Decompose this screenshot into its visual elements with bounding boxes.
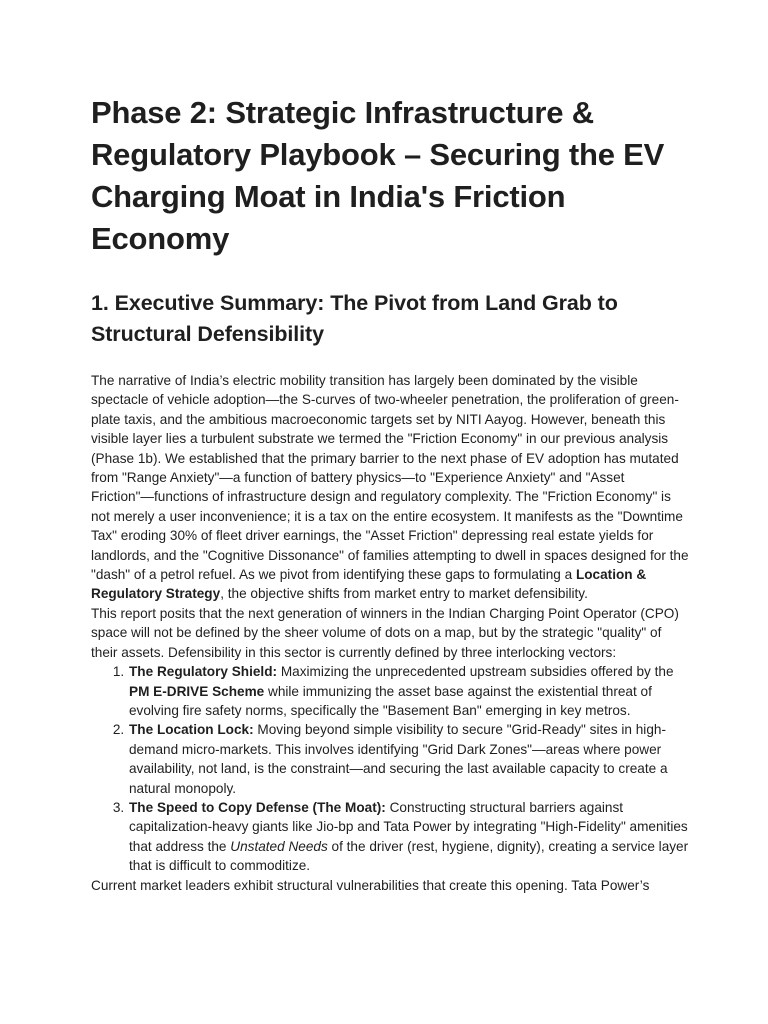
paragraph-text: The narrative of India’s electric mobility transition has largely been dominated by the visible spectacle of vehicle adoption—the S-curves of two-wheeler penetration, the proliferation of green-plate taxis, and the ambitious macroeconomic targets set by NITI Aayog. However, beneath this visible layer lies a turbulent substrate we termed the "Friction Economy" in our previous analysis (Phase 1b). We established that the primary barrier to the next phase of EV adoption has mutated from "Range Anxiety"—a function of battery physics—to "Experience Anxiety" and "Asset Friction"—functions of infrastructure design and regulatory complexity. The "Friction Economy" is not merely a user inconvenience; it is a tax on the entire ecosystem. It manifests as the "Downtime Tax" eroding 30% of fleet driver earnings, the "Asset Friction" depressing real estate yields for landlords, and the "Cognitive Dissonance" of families attempting to dwell in spaces designed for the "dash" of a petrol refuel. As we pivot from identifying these gaps to formulating a	[91, 373, 689, 583]
list-item-heading: The Speed to Copy Defense (The Moat):	[129, 799, 386, 815]
section-heading: 1. Executive Summary: The Pivot from Land Grab to Structural Defensibility	[91, 291, 618, 346]
list-item-heading: The Regulatory Shield:	[129, 664, 278, 680]
paragraph-text: , the objective shifts from market entry to market defensibility.	[220, 586, 588, 602]
list-item-text: Maximizing the unprecedented upstream subsidies offered by the	[277, 664, 674, 680]
list-item-text: Constructing structural barriers against capitalization-heavy giants like Jio-bp and Tata Power by integrating "High-Fidelity" amenities that address the	[129, 799, 688, 854]
list-item-regulatory-shield	[128, 662, 691, 720]
paragraph-narrative	[91, 371, 691, 604]
list-item-text: of the driver (rest, hygiene, dignity), creating a service layer that is difficult to commoditize.	[129, 838, 689, 874]
paragraph-report-thesis: This report posits that the next generation of winners in the Indian Charging Point Operator (CPO) space will not be defined by the sheer volume of dots on a map, but by the strategic "quality" of their assets. Defensibility in this sector is currently defined by three interlocking vectors:	[91, 605, 679, 660]
list-item-heading: The Location Lock:	[129, 722, 254, 738]
list-item-text: while immunizing the asset base against the existential threat of evolving fire safety norms, specifically the "Basement Ban" emerging in key metros.	[129, 683, 652, 718]
italic-phrase: Unstated Needs	[230, 838, 328, 854]
body-text	[91, 371, 691, 895]
vector-list	[91, 662, 691, 875]
document-title: Phase 2: Strategic Infrastructure & Regulatory Playbook – Securing the EV Charging Moat in India's Friction Economy	[91, 95, 665, 256]
bold-phrase: PM E-DRIVE Scheme	[129, 683, 265, 699]
list-item-speed-to-copy	[128, 798, 691, 876]
list-item-text: Moving beyond simple visibility to secure "Grid-Ready" sites in high-demand micro-markets. This involves identifying "Grid Dark Zones"—areas where power availability, not land, is the constraint—and securing the last available capacity to create a natural monopoly.	[129, 722, 668, 796]
list-item-location-lock	[128, 720, 691, 798]
paragraph-market-leaders: Current market leaders exhibit structural vulnerabilities that create this opening. Tata Power’s	[91, 877, 650, 893]
bold-phrase: Location & Regulatory Strategy	[91, 567, 647, 602]
document-page	[91, 92, 691, 895]
